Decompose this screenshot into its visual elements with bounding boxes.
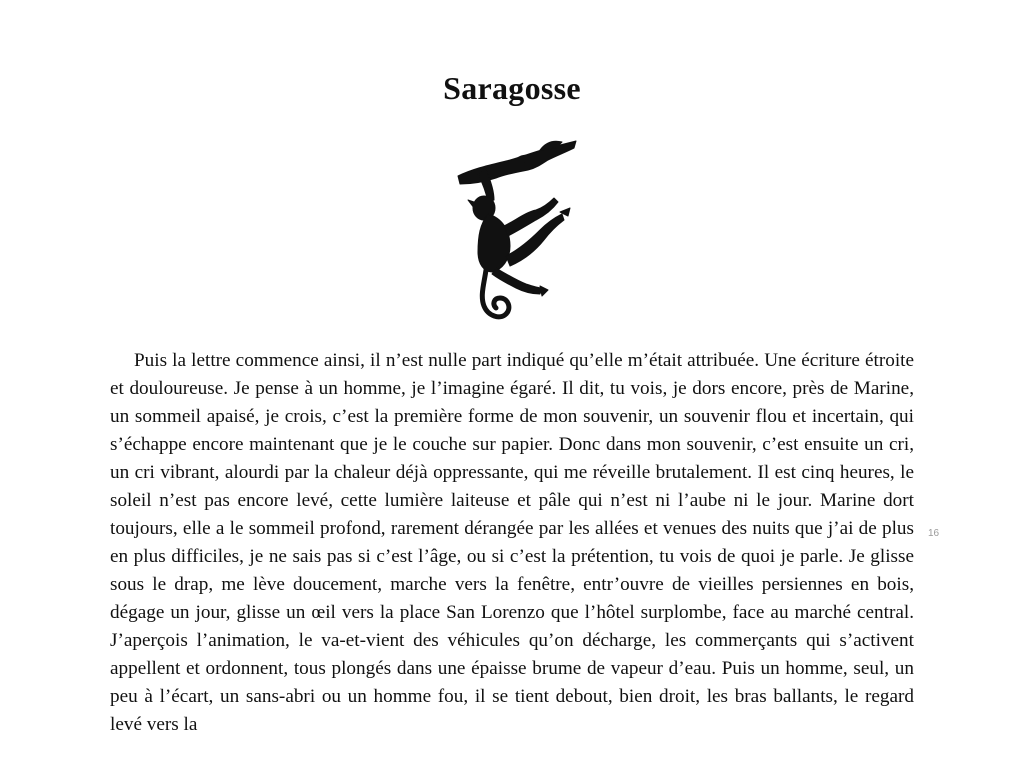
- page-number: 16: [928, 528, 940, 539]
- body-paragraph: Puis la lettre commence ainsi, il n’est nulle part indiqué qu’elle m’était attribuée. Une écriture étroite et douloureuse. Je pense à un homme, je l’imagine égaré. Il dit, tu vois, je dors encore, près de Marine, un sommeil apaisé, je crois, c’est la première forme de mon souvenir, un souvenir flou et incertain, qui s’échappe encore maintenant que je le couche sur papier. Donc dans mon souvenir, c’est ensuite un cri, un cri vibrant, alourdi par la chaleur déjà oppressante, qui me réveille brutalement. Il est cinq heures, le soleil n’est pas encore levé, cette lumière laiteuse et pâle qui n’est ni l’aube ni le jour. Marine dort toujours, elle a le sommeil profond, rarement dérangée par les allées et venues des nuits que j’ai de plus en plus difficiles, je ne sais pas si c’est l’âge, ou si c’est la prétention, tu vois de quoi je parle. Je glisse sous le drap, me lève doucement, marche vers la fenêtre, entr’ouvre de vieilles persiennes en bois, dégage un jour, glisse un œil vers la place San Lorenzo que l’hôtel surplombe, face au marché central. J’aperçois l’animation, le va-et-vient des véhicules qu’on décharge, les commerçants qui s’activent appellent et ordonnent, tous plongés dans une épaisse brume de vapeur d’eau. Puis un homme, seul, un peu à l’écart, un sans-abri ou un homme fou, il se tient debout, bien droit, les bras ballants, le regard levé vers la: [110, 350, 914, 735]
- chapter-title: Saragosse: [443, 70, 581, 106]
- hanging-monkey-icon: [444, 138, 584, 328]
